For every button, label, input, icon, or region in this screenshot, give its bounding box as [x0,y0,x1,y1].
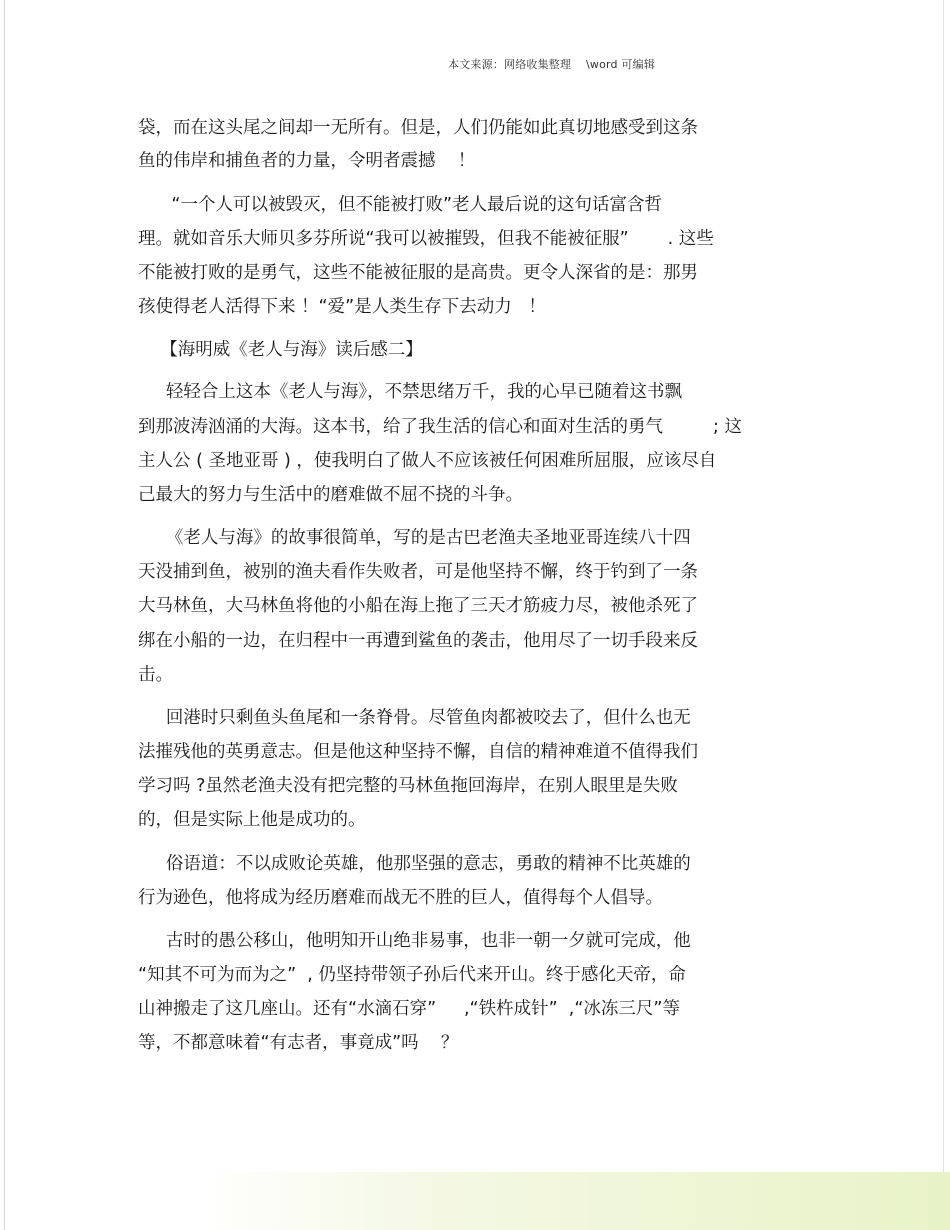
text-line: 主人公 ( 圣地亚哥 ) ，使我明白了做人不应该被任何困难所屈服，应该尽自 [138,451,717,471]
decorative-bottom-band [200,1172,950,1230]
page-header-source: 本文来源：网络收集整理 \word 可编辑 [448,58,656,71]
section-heading: 【海明威《老人与海》读后感二】 [138,340,423,360]
text-line: 学习吗 ?虽然老渔夫没有把完整的马林鱼拖回海岸，在别人眼里是失败 [138,776,678,796]
text-line: 己最大的努力与生活中的磨难做不屈不挠的斗争。 [138,485,523,505]
text-line: “一个人可以被毁灭，但不能被打败”老人最后说的这句话富含哲 [138,195,663,215]
text-line: 俗语道：不以成败论英雄，他那坚强的意志，勇敢的精神不比英雄的 [138,854,691,874]
text-line: 到那波涛汹涌的大海。这本书，给了我生活的信心和面对生活的勇气 ; 这 [138,417,743,437]
text-line: 行为逊色，他将成为经历磨难而战无不胜的巨人，值得每个人倡导。 [138,888,663,908]
text-line: 击。 [138,665,173,685]
text-line: 等，不都意味着“有志者，事竟成”吗 ？ [138,1033,459,1053]
text-line: 鱼的伟岸和捕鱼者的力量，令明者震撼 ！ [138,151,476,171]
text-line: 回港时只剩鱼头鱼尾和一条脊骨。尽管鱼肉都被咬去了，但什么也无 [138,708,691,728]
text-line: 大马林鱼，大马林鱼将他的小船在海上拖了三天才筋疲力尽，被他杀死了 [138,596,698,616]
text-line: 袋，而在这头尾之间却一无所有。但是，人们仍能如此真切地感受到这条 [138,118,698,138]
text-line: “知其不可为而为之” , 仍坚持带领子孙后代来开山。终于感化天帝，命 [138,965,686,985]
text-line: 天没捕到鱼，被别的渔夫看作失败者，可是他坚持不懈，终于钓到了一条 [138,562,698,582]
text-line: 的，但是实际上他是成功的。 [138,810,366,830]
text-line: 古时的愚公移山，他明知开山绝非易事，也非一朝一夕就可完成，他 [138,931,691,951]
text-line: 《老人与海》的故事很简单，写的是古巴老渔夫圣地亚哥连续八十四 [138,528,691,548]
text-line: 孩使得老人活得下来 ！“爱”是人类生存下去动力 ！ [138,297,546,317]
text-line: 轻轻合上这本《老人与海》，不禁思绪万千，我的心早已随着这书飘 [138,382,683,402]
text-line: 法摧残他的英勇意志。但是他这种坚持不懈，自信的精神难道不值得我们 [138,742,698,762]
text-line: 理。就如音乐大师贝多芬所说“我可以被摧毁，但我不能被征服” . 这些 [138,229,714,249]
text-line: 绑在小船的一边，在归程中一再遭到鲨鱼的袭击，他用尽了一切手段来反 [138,631,698,651]
text-line: 不能被打败的是勇气，这些不能被征服的是高贵。更令人深省的是：那男 [138,263,698,283]
text-line: 山神搬走了这几座山。还有“水滴石穿” ,“铁杵成针” ,“冰冻三尺”等 [138,999,680,1019]
